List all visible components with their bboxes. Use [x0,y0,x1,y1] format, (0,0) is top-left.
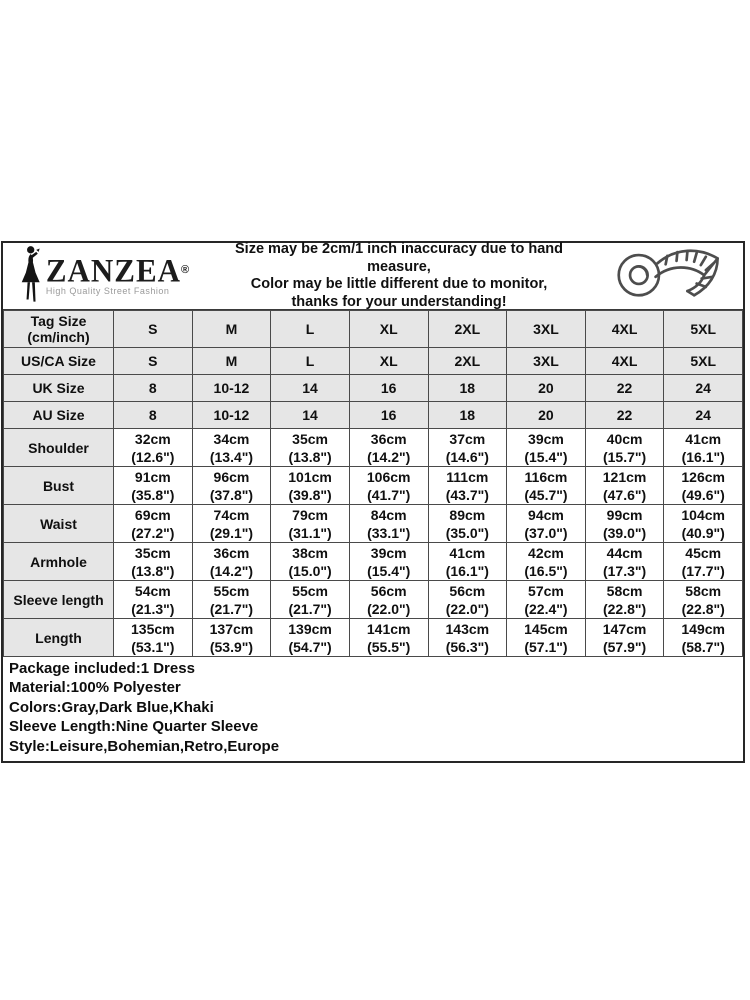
inch-value: (33.1") [367,524,411,541]
inch-value: (15.4") [367,562,411,579]
row-label: AU Size [4,402,114,429]
inch-value: (45.7") [524,486,568,503]
cm-value: 36cm [370,430,407,447]
size-cell: 5XL [664,311,743,348]
size-cell [664,543,743,581]
inch-value: (35.0") [445,524,489,541]
size-cell [507,467,586,505]
cm-value: 41cm [685,430,722,447]
cm-value: 79cm [292,506,328,523]
size-cell [271,543,350,581]
size-cell [192,467,271,505]
size-cell: 20 [507,375,586,402]
size-cell: 4XL [585,348,664,375]
inch-value: (21.7") [209,600,254,617]
size-cell [349,619,428,657]
inch-value: (22.4") [524,600,568,617]
inch-value: (39.0") [602,524,647,541]
size-cell [428,505,507,543]
cm-value: 121cm [602,468,647,485]
cm-value: 141cm [366,620,411,637]
product-info-line: Package included:1 Dress [9,660,195,677]
inch-value: (22.8") [681,600,725,617]
size-cell [664,581,743,619]
size-cell: 14 [271,375,350,402]
cm-value: 139cm [288,620,332,637]
size-cell: 14 [271,402,350,429]
size-cell [585,505,664,543]
inch-value: (43.7") [445,486,489,503]
row-label: UK Size [4,375,114,402]
cm-value: 91cm [134,468,171,485]
inch-value: (37.8") [209,486,254,503]
product-info-line: Colors:Gray,Dark Blue,Khaki [9,698,214,716]
size-chart-sheet [1,241,745,763]
cm-value: 147cm [602,620,647,637]
inch-value: (22.0") [445,600,489,617]
cm-value: 58cm [685,582,722,599]
cm-value: 32cm [134,430,171,447]
cm-value: 111cm [446,468,489,485]
header-band [3,243,743,310]
inch-value: (13.4") [209,448,254,465]
cm-value: 84cm [370,506,407,523]
cm-value: 145cm [524,620,568,637]
inch-value: (16.1") [445,562,489,579]
cm-value: 34cm [213,430,250,447]
inch-value: (14.6") [445,448,489,465]
cm-value: 39cm [528,430,564,447]
cm-value: 56cm [449,582,486,599]
inch-value: (21.3") [131,600,175,617]
cm-value: 40cm [606,430,643,447]
cm-value: 101cm [288,468,332,485]
inch-value: (56.3") [445,638,489,655]
size-cell [664,619,743,657]
size-cell [507,429,586,467]
cm-value: 126cm [681,468,725,485]
size-cell [349,429,428,467]
size-cell: 24 [664,402,743,429]
cm-value: 56cm [370,582,407,599]
inch-value: (57.9") [602,638,647,655]
cm-value: 35cm [134,544,171,561]
size-cell [585,543,664,581]
size-cell [664,467,743,505]
size-cell [114,505,193,543]
cm-value: 57cm [528,582,564,599]
inch-value: (13.8") [131,562,175,579]
cm-value: 42cm [528,544,564,561]
inch-value: (49.6") [681,486,725,503]
cm-value: 99cm [606,506,643,523]
size-cell [428,429,507,467]
inch-value: (13.8") [288,448,332,465]
cm-value: 149cm [681,620,725,637]
size-cell: S [114,348,193,375]
inch-value: (39.8") [288,486,332,503]
size-cell: M [192,311,271,348]
inch-value: (37.0") [524,524,568,541]
row-label: Armhole [4,543,114,581]
size-cell: 18 [428,375,507,402]
inch-value: (22.8") [602,600,647,617]
size-cell: 4XL [585,311,664,348]
size-cell [271,429,350,467]
inch-value: (15.0") [288,562,332,579]
cm-value: 116cm [524,468,568,485]
disclaimer-line-2: Color may be little different due to monitor, [250,276,548,292]
row-label: Waist [4,505,114,543]
table-row-waist [4,505,743,543]
cm-value: 96cm [213,468,250,485]
inch-value: (16.1") [681,448,725,465]
brand-logo [3,245,203,308]
cm-value: 45cm [685,544,722,561]
size-cell [349,505,428,543]
cm-value: 135cm [131,620,175,637]
size-cell: 10-12 [192,375,271,402]
size-cell: XL [349,311,428,348]
row-label: Bust [4,467,114,505]
size-cell [428,581,507,619]
row-label-line-2: (cm/inch) [27,329,90,345]
product-info-line: Sleeve Length:Nine Quarter Sleeve [9,718,259,736]
size-cell [349,581,428,619]
size-cell: 24 [664,375,743,402]
inch-value: (40.9") [681,524,725,541]
size-cell [664,429,743,467]
row-label-line-1: Tag Size [30,313,87,329]
row-label: Sleeve length [4,581,114,619]
size-cell [585,467,664,505]
inch-value: (53.1") [131,638,175,655]
cm-value: 37cm [449,430,486,447]
size-cell [192,429,271,467]
cm-value: 94cm [528,506,564,523]
cm-value: 143cm [445,620,490,637]
inch-value: (21.7") [288,600,332,617]
size-cell [271,619,350,657]
cm-value: 74cm [213,506,250,523]
size-cell: 3XL [507,348,586,375]
tape-measure-icon [595,245,743,307]
size-cell [192,505,271,543]
size-cell [507,543,586,581]
inch-value: (15.4") [524,448,568,465]
size-cell: 8 [114,375,193,402]
inch-value: (29.1") [209,524,254,541]
size-cell [585,581,664,619]
table-row-armhole [4,543,743,581]
size-cell: L [271,348,350,375]
inch-value: (27.2") [131,524,175,541]
size-cell: M [192,348,271,375]
cm-value: 41cm [449,544,486,561]
product-info-line: Style:Leisure,Bohemian,Retro,Europe [9,737,280,755]
inch-value: (14.2") [367,448,411,465]
table-row-length [4,619,743,657]
registered-trademark: ® [181,263,190,276]
size-cell: 3XL [507,311,586,348]
table-row-bust [4,467,743,505]
size-cell [585,619,664,657]
size-cell [271,505,350,543]
row-label: Length [4,619,114,657]
inch-value: (58.7") [681,638,725,655]
size-cell [507,619,586,657]
inch-value: (14.2") [209,562,254,579]
product-info-line: Material:100% Polyester [9,679,181,697]
size-cell [114,543,193,581]
cm-value: 55cm [292,582,328,599]
inch-value: (16.5") [524,562,568,579]
cm-value: 69cm [134,506,171,523]
size-cell [192,619,271,657]
table-row-au-size [4,402,743,429]
measure-disclaimer [203,241,595,311]
cm-value: 39cm [370,544,407,561]
size-cell [349,467,428,505]
disclaimer-line-1: Size may be 2cm/1 inch inaccuracy due to hand measure, [235,241,563,275]
size-cell [507,505,586,543]
cm-value: 38cm [292,544,328,561]
disclaimer-line-3: thanks for your understanding! [291,293,507,310]
size-cell: 22 [585,375,664,402]
table-row-shoulder [4,429,743,467]
cm-value: 54cm [134,582,171,599]
table-row-sleeve-length [4,581,743,619]
inch-value: (54.7") [288,638,332,655]
table-row-tag-size [4,311,743,348]
row-label: Shoulder [4,429,114,467]
size-cell [192,581,271,619]
inch-value: (31.1") [288,524,332,541]
size-cell: 2XL [428,348,507,375]
size-cell [271,467,350,505]
size-cell: L [271,311,350,348]
woman-silhouette-icon [17,245,43,308]
size-cell: 10-12 [192,402,271,429]
cm-value: 89cm [449,506,486,523]
table-row-uk-size [4,375,743,402]
row-label [4,311,114,348]
size-cell: 20 [507,402,586,429]
cm-value: 36cm [213,544,250,561]
size-cell: 16 [349,402,428,429]
cm-value: 106cm [366,468,411,485]
inch-value: (17.3") [602,562,647,579]
brand-name: ZANZEA [45,251,182,289]
row-label: US/CA Size [4,348,114,375]
cm-value: 58cm [606,582,643,599]
brand-tagline: High Quality Street Fashion [45,285,170,296]
cm-value: 35cm [292,430,328,447]
size-cell: 8 [114,402,193,429]
inch-value: (15.7") [602,448,647,465]
cm-value: 137cm [209,620,254,637]
size-cell [114,619,193,657]
size-cell [664,505,743,543]
size-cell [585,429,664,467]
inch-value: (47.6") [602,486,647,503]
size-cell: S [114,311,193,348]
size-table [3,310,743,657]
size-cell [428,467,507,505]
inch-value: (55.5") [367,638,411,655]
size-cell [271,581,350,619]
table-row-usca-size [4,348,743,375]
brand-wordmark [45,251,190,296]
size-cell [114,467,193,505]
size-cell: 18 [428,402,507,429]
size-cell: XL [349,348,428,375]
size-cell [507,581,586,619]
cm-value: 55cm [213,582,250,599]
inch-value: (41.7") [367,486,411,503]
inch-value: (35.8") [131,486,175,503]
size-cell [114,429,193,467]
size-cell: 22 [585,402,664,429]
size-cell [349,543,428,581]
inch-value: (53.9") [209,638,254,655]
size-cell [428,619,507,657]
size-cell [428,543,507,581]
size-cell [192,543,271,581]
cm-value: 104cm [681,506,725,523]
inch-value: (17.7") [681,562,725,579]
inch-value: (57.1") [524,638,568,655]
inch-value: (12.6") [131,448,175,465]
inch-value: (22.0") [367,600,411,617]
size-cell: 2XL [428,311,507,348]
cm-value: 44cm [606,544,643,561]
size-cell [114,581,193,619]
product-info [3,657,743,761]
size-cell: 16 [349,375,428,402]
size-cell: 5XL [664,348,743,375]
